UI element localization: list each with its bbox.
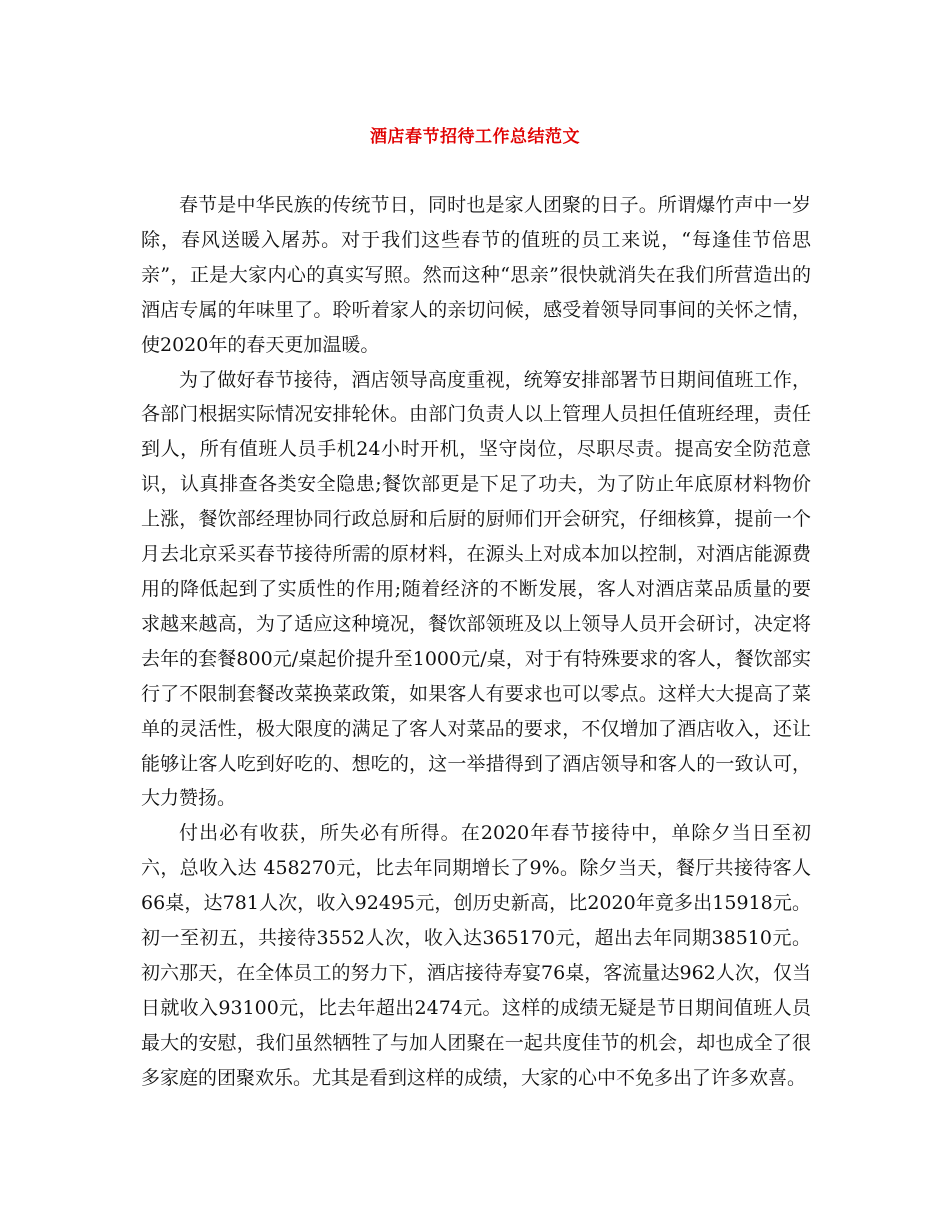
paragraph-3: 付出必有收获，所失必有所得。在2020年春节接待中，单除夕当日至初六，总收入达 458270元，比去年同期增长了9%。除夕当天，餐厅共接待客人66桌，达781人次，收入92495元，创历史新高，比2020年竟多出15918元。初一至初五，共接待3552人次，收入达365170元，超出去年同期38510元。初六那天，在全体员工的努力下，酒店接待寿宴76桌，客流量达962人次，仅当日就收入93100元，比去年超出2474元。这样的成绩无疑是节日期间值班人员最大的安慰，我们虽然牺牲了与加人团聚在一起共度佳节的机会，却也成全了很多家庭的团聚欢乐。尤其是看到这样的成绩，大家的心中不免多出了许多欢喜。 bbox=[141, 822, 811, 1089]
paragraph-1: 春节是中华民族的传统节日，同时也是家人团聚的日子。所谓爆竹声中一岁除，春风送暖入屠苏。对于我们这些春节的值班的员工来说，“每逢佳节倍思亲”，正是大家内心的真实写照。然而这种“思亲”很快就消失在我们所营造出的酒店专属的年味里了。聆听着家人的亲切问候，感受着领导同事间的关怀之情，使2020年的春天更加温暖。 bbox=[141, 194, 811, 356]
document-body bbox=[141, 188, 811, 1096]
document-title: 酒店春节招待工作总结范文 bbox=[370, 127, 580, 147]
paragraph-2: 为了做好春节接待，酒店领导高度重视，统筹安排部署节日期间值班工作，各部门根据实际情况安排轮休。由部门负责人以上管理人员担任值班经理，责任到人，所有值班人员手机24小时开机，坚守岗位，尽职尽责。提高安全防范意识，认真排查各类安全隐患;餐饮部更是下足了功夫，为了防止年底原材料物价上涨，餐饮部经理协同行政总厨和后厨的厨师们开会研究，仔细核算，提前一个月去北京采买春节接待所需的原材料，在源头上对成本加以控制，对酒店能源费用的降低起到了实质性的作用;随着经济的不断发展，客人对酒店菜品质量的要求越来越高，为了适应这种境况，餐饮部领班及以上领导人员开会研讨，决定将去年的套餐800元/桌起价提升至1000元/桌，对于有特殊要求的客人，餐饮部实行了不限制套餐改菜换菜政策，如果客人有要求也可以零点。这样大大提高了菜单的灵活性，极大限度的满足了客人对菜品的要求，不仅增加了酒店收入，还让能够让客人吃到好吃的、想吃的，这一举措得到了酒店领导和客人的一致认可，大力赞扬。 bbox=[141, 368, 811, 810]
